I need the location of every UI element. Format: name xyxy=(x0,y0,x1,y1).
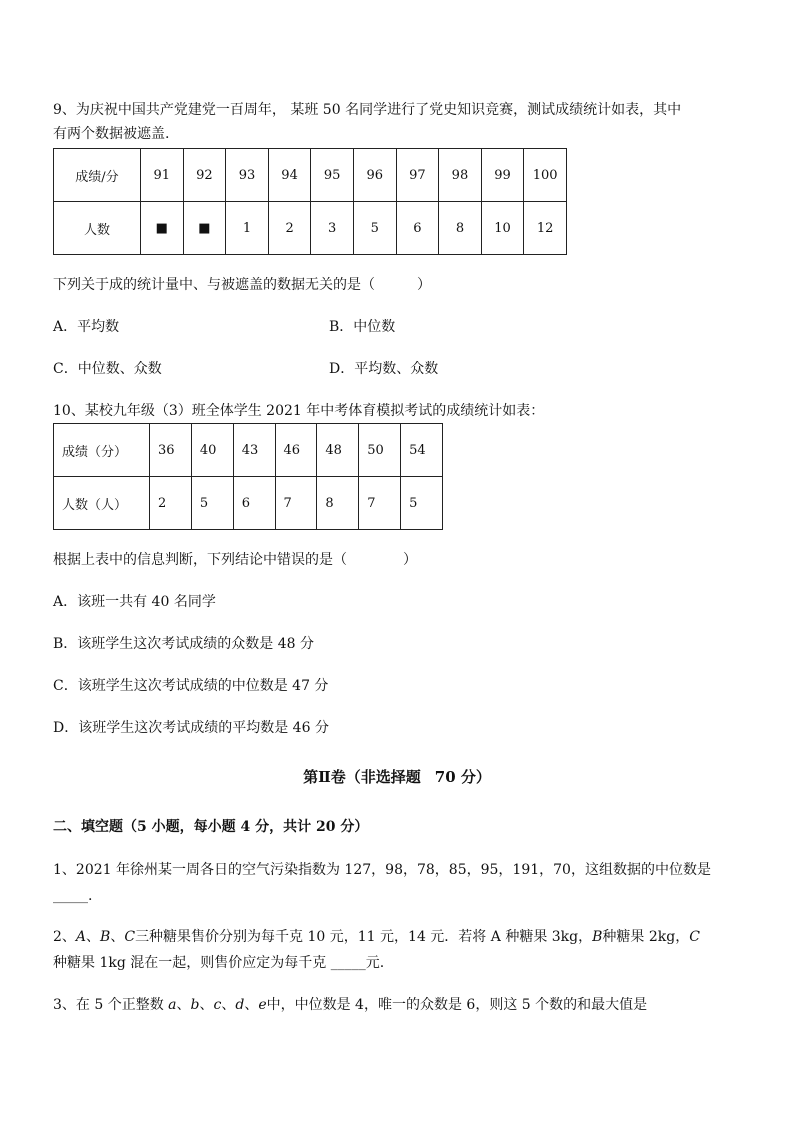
var-c: C xyxy=(689,929,700,945)
var-b: b xyxy=(190,997,200,1013)
table-cell: 100 xyxy=(524,149,567,202)
table-cell: 43 xyxy=(233,424,275,477)
fill2-line1 xyxy=(53,928,700,946)
var-c: c xyxy=(213,997,222,1013)
table-header-cell: 人数（人） xyxy=(54,477,150,530)
var-a: a xyxy=(168,997,177,1013)
table-cell: 10 xyxy=(481,202,524,255)
table-cell: 94 xyxy=(268,149,311,202)
separator: 、 xyxy=(176,997,191,1013)
separator: 、 xyxy=(244,997,259,1013)
q9-stem-line1: 9、为庆祝中国共产党建党一百周年， 某班 50 名同学进行了党史知识竞赛，测试成绩统计如表，其中 xyxy=(53,102,682,118)
table-cell: 91 xyxy=(141,149,184,202)
table-cell: 6 xyxy=(233,477,275,530)
table-cell: 2 xyxy=(150,477,192,530)
q9-stem-line2: 有两个数据被遮盖. xyxy=(53,126,170,142)
table-cell: ■ xyxy=(141,202,184,255)
q10-option-a[interactable]: A．该班一共有 40 名同学 xyxy=(53,594,216,610)
table-header-cell: 成绩/分 xyxy=(54,149,141,202)
q9-question: 下列关于成的统计量中、与被遮盖的数据无关的是（ ） xyxy=(53,277,431,293)
table-cell: 48 xyxy=(317,424,359,477)
table-cell: 1 xyxy=(226,202,269,255)
table-cell: 8 xyxy=(439,202,482,255)
separator: 、 xyxy=(110,929,125,945)
table-cell: 6 xyxy=(396,202,439,255)
table-row xyxy=(54,477,443,530)
table-cell: 12 xyxy=(524,202,567,255)
table-cell: ■ xyxy=(183,202,226,255)
table-cell: 50 xyxy=(359,424,401,477)
table-cell: 2 xyxy=(268,202,311,255)
table-cell: 40 xyxy=(191,424,233,477)
var-b: B xyxy=(592,929,603,945)
fill1-line1: 1、2021 年徐州某一周各日的空气污染指数为 127，98，78，85，95，191，70，这组数据的中位数是 xyxy=(53,862,711,878)
q10-question: 根据上表中的信息判断，下列结论中错误的是（ ） xyxy=(53,552,417,568)
table-row xyxy=(54,149,567,202)
table-cell: 99 xyxy=(481,149,524,202)
q10-option-d[interactable]: D．该班学生这次考试成绩的平均数是 46 分 xyxy=(53,720,329,736)
table-cell: 54 xyxy=(401,424,443,477)
table-cell: 95 xyxy=(311,149,354,202)
q9-option-d[interactable]: D．平均数、众数 xyxy=(329,361,439,377)
table-header-cell: 人数 xyxy=(54,202,141,255)
table-cell: 46 xyxy=(275,424,317,477)
table-cell: 5 xyxy=(191,477,233,530)
q9-score-table xyxy=(53,148,567,255)
fill1-answer-blank[interactable]: _____. xyxy=(53,888,93,904)
table-cell: 5 xyxy=(353,202,396,255)
table-header-cell: 成绩（分） xyxy=(54,424,150,477)
q9-option-c[interactable]: C．中位数、众数 xyxy=(53,361,162,377)
table-cell: 96 xyxy=(353,149,396,202)
table-cell: 8 xyxy=(317,477,359,530)
q10-score-table xyxy=(53,423,443,530)
section-title-score: 70 分） xyxy=(434,768,491,786)
fill2-text: 三种糖果售价分别为每千克 10 元，11 元，14 元．若将 A 种糖果 3kg， xyxy=(135,929,593,945)
var-c: C xyxy=(124,929,136,945)
fill2-line2[interactable]: 种糖果 1kg 混在一起，则售价应定为每千克 _____元. xyxy=(53,955,385,971)
var-a: A xyxy=(75,929,87,945)
table-cell: 93 xyxy=(226,149,269,202)
table-cell: 7 xyxy=(359,477,401,530)
table-cell: 97 xyxy=(396,149,439,202)
fill2-text: 种糖果 2kg， xyxy=(602,929,690,945)
table-cell: 3 xyxy=(311,202,354,255)
section-title-main: 第Ⅱ卷（非选择题 xyxy=(303,768,421,786)
fill2-text: 2、 xyxy=(53,929,76,945)
fill3-line1 xyxy=(53,996,647,1014)
q10-option-c[interactable]: C．该班学生这次考试成绩的中位数是 47 分 xyxy=(53,678,329,694)
q9-option-a[interactable]: A．平均数 xyxy=(53,319,120,335)
separator: 、 xyxy=(221,997,236,1013)
separator: 、 xyxy=(199,997,214,1013)
var-b: B xyxy=(100,929,111,945)
section-subtitle: 二、填空题（5 小题，每小题 4 分，共计 20 分） xyxy=(53,819,369,835)
separator: 、 xyxy=(86,929,101,945)
table-cell: 5 xyxy=(401,477,443,530)
table-cell: 7 xyxy=(275,477,317,530)
q9-option-b[interactable]: B．中位数 xyxy=(329,319,396,335)
var-e: e xyxy=(258,997,267,1013)
table-row xyxy=(54,424,443,477)
section-title xyxy=(0,767,794,787)
table-cell: 36 xyxy=(150,424,192,477)
fill3-text: 中，中位数是 4，唯一的众数是 6，则这 5 个数的和最大值是 xyxy=(266,997,648,1013)
var-d: d xyxy=(235,997,245,1013)
fill3-text: 3、在 5 个正整数 xyxy=(53,997,169,1013)
q10-stem: 10、某校九年级（3）班全体学生 2021 年中考体育模拟考试的成绩统计如表： xyxy=(53,403,545,419)
table-cell: 98 xyxy=(439,149,482,202)
q10-option-b[interactable]: B．该班学生这次考试成绩的众数是 48 分 xyxy=(53,636,315,652)
table-row xyxy=(54,202,567,255)
table-cell: 92 xyxy=(183,149,226,202)
